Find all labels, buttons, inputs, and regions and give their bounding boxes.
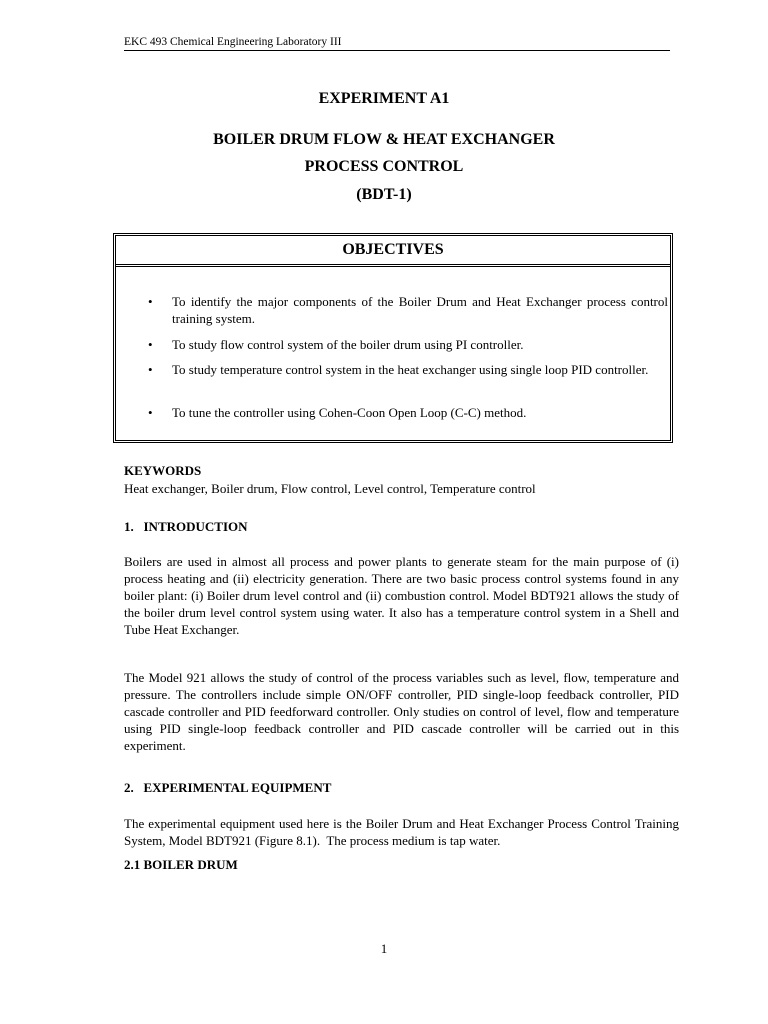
objective-text: To study flow control system of the boiler drum using PI controller. xyxy=(172,337,524,352)
objective-item xyxy=(148,361,668,378)
objective-item xyxy=(148,293,668,327)
bullet-icon: • xyxy=(148,337,153,352)
keywords-text: Heat exchanger, Boiler drum, Flow control, Level control, Temperature control xyxy=(124,481,536,496)
experiment-title: EXPERIMENT A1 xyxy=(318,90,450,107)
bullet-icon: • xyxy=(148,294,153,309)
objective-text: To identify the major components of the Boiler Drum and Heat Exchanger process control training system. xyxy=(172,294,668,326)
objective-text: To tune the controller using Cohen-Coon Open Loop (C-C) method. xyxy=(172,405,527,420)
title-line-3: (BDT-1) xyxy=(356,186,412,203)
objectives-box xyxy=(113,233,673,443)
equipment-paragraph: The experimental equipment used here is the Boiler Drum and Heat Exchanger Process Control Training System, Model BDT921 (Figure 8.1). The process medium is tap water. xyxy=(124,816,679,848)
objectives-heading: OBJECTIVES xyxy=(116,236,670,267)
objective-item xyxy=(148,404,668,421)
objective-text: To study temperature control system in the heat exchanger using single loop PID controller. xyxy=(172,362,649,377)
introduction-heading: 1. INTRODUCTION xyxy=(124,519,248,534)
keywords-heading: KEYWORDS xyxy=(124,463,202,478)
title-line-1: BOILER DRUM FLOW & HEAT EXCHANGER xyxy=(213,131,555,148)
page-header: EKC 493 Chemical Engineering Laboratory III xyxy=(124,36,670,51)
bullet-icon: • xyxy=(148,362,153,377)
page-number: 1 xyxy=(380,941,388,956)
title-line-2: PROCESS CONTROL xyxy=(304,158,464,175)
introduction-paragraph-2: The Model 921 allows the study of control of the process variables such as level, flow, temperature and pressure. The controllers include simple ON/OFF controller, PID single-loop feedback controller, PID cascade controller and PID feedforward controller. Only studies on control of level, flow and temperature using PID single-loop feedback controller and PID cascade controller will be carried out in this experiment. xyxy=(124,670,679,753)
bullet-icon: • xyxy=(148,405,153,420)
objective-item xyxy=(148,336,668,353)
equipment-heading: 2. EXPERIMENTAL EQUIPMENT xyxy=(124,780,332,795)
boiler-drum-subheading: 2.1 BOILER DRUM xyxy=(124,857,238,872)
introduction-paragraph-1: Boilers are used in almost all process and power plants to generate steam for the main purpose of (i) process heating and (ii) electricity generation. There are two basic process control systems found in any boiler plant: (i) Boiler drum level control and (ii) combustion control. Model BDT921 allows the study of the boiler drum level control system using water. It also has a temperature control system in a Shell and Tube Heat Exchanger. xyxy=(124,554,679,637)
